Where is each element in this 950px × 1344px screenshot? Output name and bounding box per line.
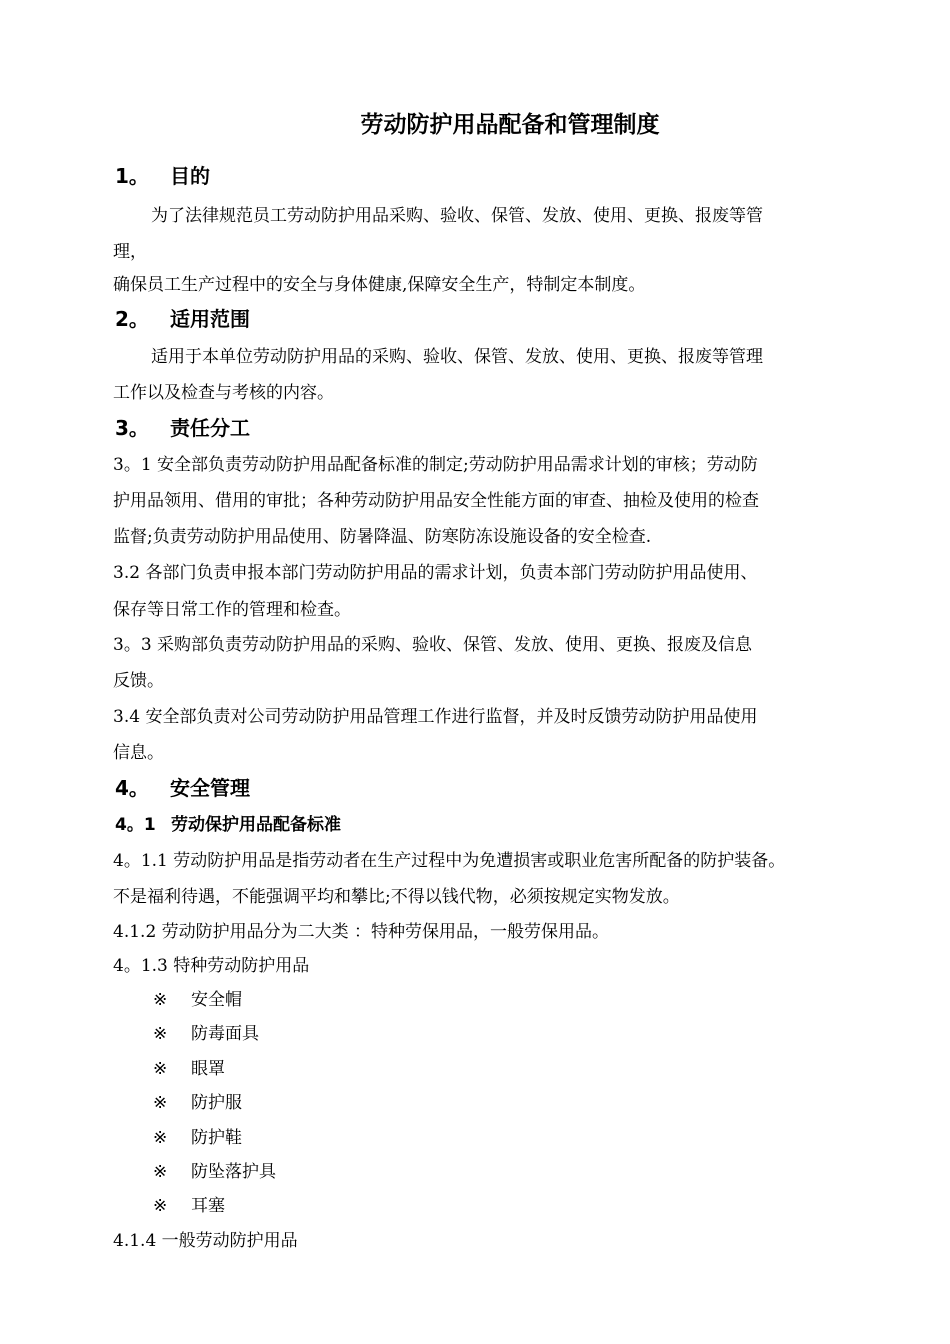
paragraph-line: 4。1.3 特种劳动防护用品 [113, 956, 310, 976]
list-item-label: 耳塞 [191, 1196, 225, 1216]
list-item [153, 1019, 259, 1044]
paragraph-line: 3。3 采购部负责劳动防护用品的采购、验收、保管、发放、使用、更换、报废及信息 [113, 635, 753, 655]
paragraph-line: 信息。 [113, 743, 164, 763]
paragraph-line: 工作以及检查与考核的内容。 [113, 383, 334, 403]
bullet-mark: ※ [153, 1128, 168, 1148]
section-heading-purpose [115, 160, 210, 189]
paragraph-line: 3.4 安全部负责对公司劳动防护用品管理工作进行监督，并及时反馈劳动防护用品使用 [113, 707, 758, 727]
paragraph-line: 4.1.2 劳动防护用品分为二大类 ：特种劳保用品，一般劳保用品。 [113, 922, 610, 942]
list-item-label: 防毒面具 [191, 1024, 259, 1044]
section-number: 4。 [115, 776, 149, 800]
paragraph-line: 3。1 安全部负责劳动防护用品配备标准的制定;劳动防护用品需求计划的审核；劳动防 [113, 455, 758, 475]
section-number: 1。 [115, 164, 149, 188]
list-item-label: 眼罩 [191, 1059, 225, 1079]
list-item-label: 安全帽 [191, 990, 242, 1010]
bullet-mark: ※ [153, 1196, 168, 1216]
section-title: 目的 [170, 164, 210, 188]
paragraph-line: 理， [113, 242, 147, 262]
paragraph-line: 反馈。 [113, 671, 164, 691]
bullet-mark: ※ [153, 1059, 168, 1079]
subsection-number: 4。1 [115, 815, 156, 835]
paragraph-line: 确保员工生产过程中的安全与身体健康,保障安全生产，特制定本制度。 [113, 275, 646, 295]
section-title: 责任分工 [170, 416, 250, 440]
list-item-label: 防护服 [191, 1093, 242, 1113]
paragraph-line: 不是福利待遇，不能强调平均和攀比;不得以钱代物，必须按规定实物发放。 [113, 887, 680, 907]
section-title: 适用范围 [170, 307, 250, 331]
section-heading-safety-management [115, 772, 250, 801]
list-item [153, 1088, 242, 1113]
paragraph-line: 适用于本单位劳动防护用品的采购、验收、保管、发放、使用、更换、报废等管理 [151, 347, 763, 367]
section-number: 3。 [115, 416, 149, 440]
section-heading-responsibility [115, 412, 250, 441]
bullet-mark: ※ [153, 1024, 168, 1044]
subsection-title: 劳动保护用品配备标准 [171, 815, 341, 835]
section-title: 安全管理 [170, 776, 250, 800]
bullet-mark: ※ [153, 990, 168, 1010]
list-item-label: 防护鞋 [191, 1128, 242, 1148]
list-item [153, 1054, 225, 1079]
bullet-mark: ※ [153, 1093, 168, 1113]
list-item [153, 985, 242, 1010]
list-item [153, 1123, 242, 1148]
section-number: 2。 [115, 307, 149, 331]
subsection-heading [115, 810, 341, 835]
paragraph-line: 监督;负责劳动防护用品使用、防暑降温、防寒防冻设施设备的安全检查. [113, 527, 652, 547]
paragraph-line: 为了法律规范员工劳动防护用品采购、验收、保管、发放、使用、更换、报废等管 [151, 206, 763, 226]
list-item [153, 1191, 225, 1216]
list-item [153, 1157, 276, 1182]
bullet-mark: ※ [153, 1162, 168, 1182]
page-title: 劳动防护用品配备和管理制度 [360, 112, 660, 138]
paragraph-line: 护用品领用、借用的审批；各种劳动防护用品安全性能方面的审查、抽检及使用的检查 [113, 491, 759, 511]
paragraph-line: 保存等日常工作的管理和检查。 [113, 600, 351, 620]
paragraph-line: 3.2 各部门负责申报本部门劳动防护用品的需求计划，负责本部门劳动防护用品使用、 [113, 563, 758, 583]
paragraph-line: 4.1.4 一般劳动防护用品 [113, 1231, 298, 1251]
section-heading-scope [115, 303, 250, 332]
paragraph-line: 4。1.1 劳动防护用品是指劳动者在生产过程中为免遭损害或职业危害所配备的防护装备。 [113, 851, 786, 871]
list-item-label: 防坠落护具 [191, 1162, 276, 1182]
